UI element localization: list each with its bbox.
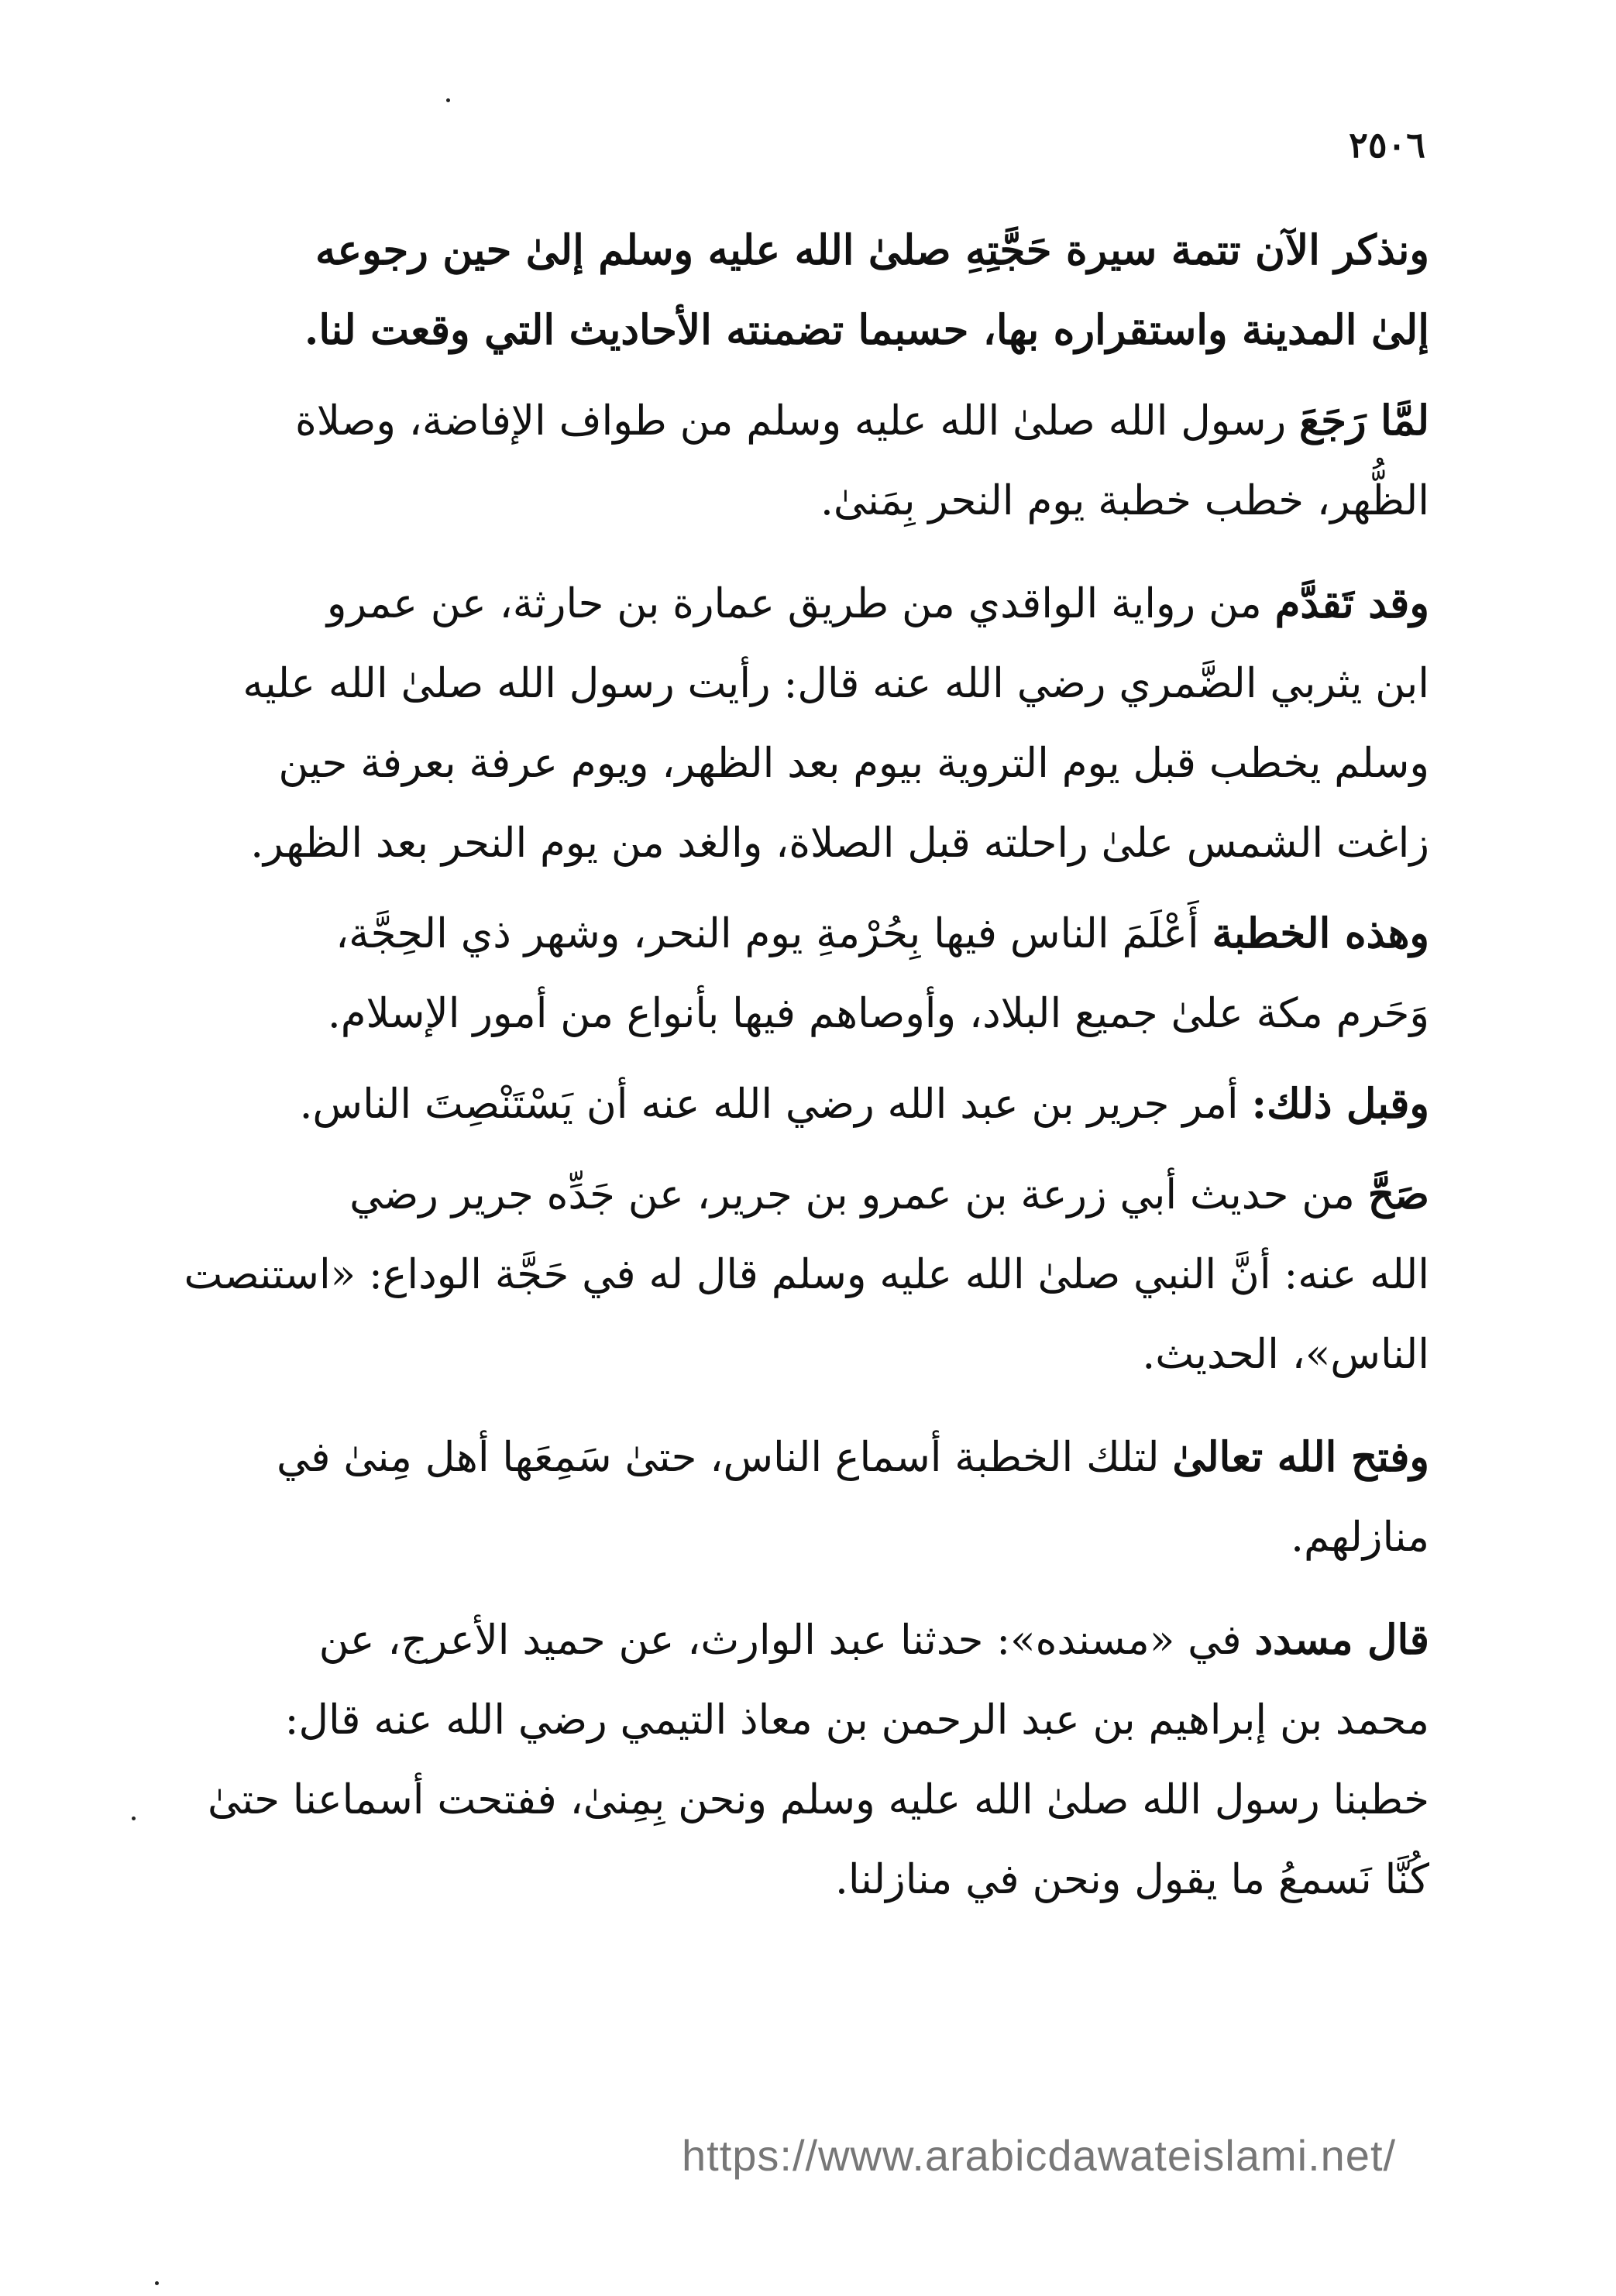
text-line: كُنَّا نَسمعُ ما يقول ونحن في منازلنا. <box>835 1856 1429 1903</box>
text-line: قال مسدد في «مسنده»: حدثنا عبد الوارث، عن حميد الأعرج، عن <box>318 1616 1429 1664</box>
paragraph-intro <box>225 211 1429 370</box>
paragraph <box>208 1600 1429 1920</box>
text-line: إلىٰ المدينة واستقراره بها، حسبما تضمنته الأحاديث التي وقعت لنا. <box>304 306 1429 354</box>
text-line: ابن يثربي الضَّمري رضي الله عنه قال: رأيت رسول الله صلىٰ الله عليه <box>242 660 1429 707</box>
paragraph-lead: قال مسدد <box>1254 1616 1429 1664</box>
text-line: صَحَّ من حديث أبي زرعة بن عمرو بن جرير، عن جَدِّه جرير رضي <box>349 1170 1429 1218</box>
paragraph-lead: وقبل ذلك: <box>1251 1080 1429 1128</box>
document-body <box>184 211 1429 1920</box>
paragraph-lead: وهذه الخطبة <box>1212 909 1429 957</box>
text-line: محمد بن إبراهيم بن عبد الرحمن بن معاذ التيمي رضي الله عنه قال: <box>284 1696 1429 1744</box>
paragraph <box>225 1418 1429 1577</box>
paragraph <box>225 1064 1429 1144</box>
text-line: الناس»، الحديث. <box>1142 1331 1429 1378</box>
scan-speck <box>155 2281 159 2285</box>
text-line: وقد تَقدَّم من رواية الواقدي من طريق عمارة بن حارثة، عن عمرو <box>326 579 1429 627</box>
scan-speck <box>446 98 450 102</box>
footer-url: https://www.arabicdawateislami.net/ <box>682 2131 1397 2180</box>
text-line: وهذه الخطبة أَعْلَمَ الناس فيها بِحُرْمةِ يوم النحر، وشهر ذي الحِجَّة، <box>335 909 1429 957</box>
page-number: ٢٥٠٦ <box>1349 124 1425 166</box>
text-line: وَحَرم مكة علىٰ جميع البلاد، وأوصاهم فيها بأنواع من أمور الإسلام. <box>327 990 1429 1037</box>
paragraph <box>225 564 1429 883</box>
paragraph <box>184 1155 1429 1394</box>
paragraph-lead: وقد تَقدَّم <box>1274 579 1429 627</box>
paragraph-lead: صَحَّ <box>1367 1170 1429 1218</box>
paragraph-lead: وفتح الله تعالىٰ <box>1172 1433 1429 1481</box>
paragraph-lead: لمَّا رَجَعَ <box>1299 397 1429 445</box>
paragraph <box>225 381 1429 541</box>
text-line: ونذكر الآن تتمة سيرة حَجَّتِهِ صلىٰ الله عليه وسلم إلىٰ حين رجوعه <box>315 226 1429 274</box>
text-line: وقبل ذلك: أمر جرير بن عبد الله رضي الله عنه أن يَسْتَنْصِتَ الناس. <box>299 1080 1429 1128</box>
scan-speck <box>132 1817 136 1820</box>
text-line: الله عنه: أنَّ النبي صلىٰ الله عليه وسلم قال له في حَجَّة الوداع: «استنصت <box>184 1251 1429 1298</box>
text-line: منازلهم. <box>1291 1514 1429 1561</box>
text-line: الظُّهر، خطب خطبة يوم النحر بِمَنىٰ. <box>820 477 1429 524</box>
text-line: خطبنا رسول الله صلىٰ الله عليه وسلم ونحن بِمِنىٰ، ففتحت أسماعنا حتىٰ <box>208 1776 1429 1823</box>
text-line: زاغت الشمس علىٰ راحلته قبل الصلاة، والغد من يوم النحر بعد الظهر. <box>250 820 1429 867</box>
text-line: وسلم يخطب قبل يوم التروية بيوم بعد الظهر، ويوم عرفة بعرفة حين <box>278 740 1429 787</box>
text-line: وفتح الله تعالىٰ لتلك الخطبة أسماع الناس، حتىٰ سَمِعَها أهل مِنىٰ في <box>277 1433 1429 1481</box>
paragraph <box>225 894 1429 1053</box>
text-line: لمَّا رَجَعَ رسول الله صلىٰ الله عليه وسلم من طواف الإفاضة، وصلاة <box>294 397 1429 445</box>
